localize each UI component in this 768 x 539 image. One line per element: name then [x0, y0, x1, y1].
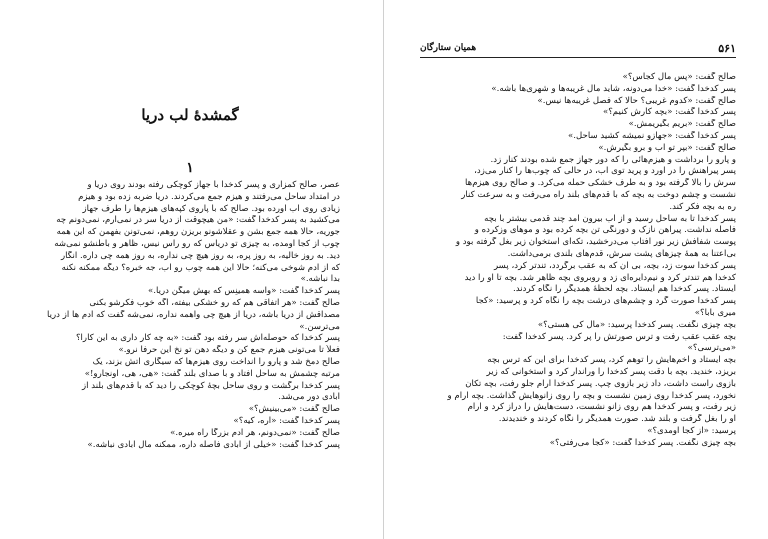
text-line: و پارو را برداشت و هیزم‌هائی را که دور جهاز جمع شده بودند کنار زد. [490, 154, 736, 165]
text-line: پسر پیراهنش را در آورد و پرید توی آب، در حالی که چوب‌ها را کنار می‌زد، [474, 166, 736, 177]
text-line: پسر کدخدا گفت: «خیلی از آبادی فاصله داره، ممکنه مال آبادی نباشه.» [87, 439, 340, 450]
text-line: کدخدا هم تندتر کرد و نیم‌دایره‌ای زد و روبروی بچه ظاهر شد. بچه تا او را دید [464, 272, 736, 283]
text-line: پسر کدخدا گفت: «واسه همینِس که بهش میگن دریا.» [148, 286, 340, 297]
text-line: پسر کدخدا که حوصله‌اش سر رفته بود گفت: «به چه کار داری به این کارا؟ [75, 333, 340, 344]
text-line: صالح گفت: «بپر تو آب و برو بگیرش.» [598, 142, 736, 153]
text-line: آبادی دور می‌شد. [278, 392, 340, 403]
text-line: که از آدم شوخی می‌کنه؛ حالا این همه چوب رو آب، جه خبره؟ دیگه ممکنه نکنه [61, 262, 340, 273]
text-line: بچه ایستاد و اخم‌هایش را توهم کرد، پسر کدخدا برای این که ترس بچه [487, 355, 736, 366]
chapter-title: گمشدهٔ لب دریا [141, 106, 239, 124]
text-line: پسر کدخدا صورت گرد و چشم‌های درشت بچه را نگاه کرد و پرسید: «کجا [475, 296, 736, 307]
text-line: صالح گفت: «پس مال کجاس؟» [622, 72, 736, 82]
text-line: دید. به روز خالیه، به روز پره، به روز هیچ چی نداره، به روز همه چی داره. انگار [61, 250, 340, 261]
left-page [0, 0, 383, 539]
text-line: جوریه، حالا همه جمع بشن و عقلاشونو بریزن روهم، نمی‌تونن بفهمن که این همه [56, 227, 340, 238]
text-line: چوب از کجا اومده، به چیزی تو دریاس که رو راس نیس، ظاهر و باطنشو نمی‌شه [54, 238, 340, 249]
text-line: بازوی راست داشت، داد زیر بازوی چپ. پسر کدخدا آرام جلو رفت، بچه تکان [465, 378, 736, 389]
text-line: پسر کدخدا گفت: «آره، کیه؟» [233, 415, 340, 426]
text-line: فاصله نداشت. پیراهن نازک و دورنگی تن بچه کرده بود و موهای وزکرده و [474, 225, 736, 236]
text-line: بچه چیزی نگفت. پسر کدخدا پرسید: «مال کی هستی؟» [537, 319, 736, 330]
text-line: پوست شفافش زیر نور آفتاب می‌درخشید، تکه‌ای استخوان زیر بغل گرفته بود و [455, 237, 736, 248]
page-number: ۵۶۱ [718, 42, 736, 55]
text-line: می‌ترسن.» [299, 321, 340, 332]
text-line: میری بابا؟» [694, 307, 736, 318]
right-page [384, 0, 768, 539]
chapter-number: ۱ [186, 160, 194, 176]
running-header [420, 42, 736, 58]
text-line: زیادی روی آب آورده بود. صالح که با پاروی کپه‌های هیزم‌ها را طرف جهاز [82, 203, 340, 214]
running-title: همیان ستارگان [420, 43, 477, 53]
text-line: صالح دمخ شد و پارو را انداخت روی هیزم‌ها که سیگاری آتش بزند، یک [92, 356, 340, 367]
text-line: مرتبه چشمش به ساحل افتاد و با صدای بلند گفت: «هی، هی، اونجارو!» [84, 368, 340, 379]
text-line: سرش را بالا گرفته بود و به طرف خشکی حمله می‌کرد. و صالح روی هیزم‌ها [465, 178, 736, 189]
text-line: ایستاد. پسر کدخدا هم ایستاد. بچه لحظهٔ همدیگر را نگاه کردند. [513, 284, 736, 295]
right-page-body [420, 72, 736, 450]
text-line: پسر کدخدا گفت: «جهازو نمیشه کشید ساحل.» [568, 130, 736, 141]
text-line: زیر رفت، و پسر کدخدا هم روی زانو نشست، دست‌هایش را دراز کرد و آرام [467, 402, 736, 413]
text-line: عصر، صالح کمزاری و پسر کدخدا با جهاز کوچکی رفته بودند روی دریا و [87, 180, 340, 190]
text-line: پسر کدخدا گفت: «بچه کارش کنیم؟» [602, 107, 736, 118]
text-line: نشست و چشم دوخت به بچه که با قدم‌های بلند راه می‌رفت و به سرعت کنار [461, 189, 736, 200]
text-line: بریزد، خندید. بچه با دقت پسر کدخدا را وراندار کرد و استخوانی که زیر [486, 366, 736, 377]
text-line: پسر کدخدا برگشت و روی ساحل بچهٔ کوچکی را دید که با قدم‌های بلند از [82, 380, 340, 391]
text-line: صالح گفت: «هر اتفاقی هم که رو خشکی بیفته، اگه خوب فکرشو بکنی [89, 297, 340, 308]
text-line: بی‌اعتنا به همهٔ چیزهای پشت سرش، قدم‌های بلندی برمی‌داشت. [507, 248, 736, 259]
text-line: فعلاً تا می‌تونی هیزم جمع کن و دیگه دهن تو نخ این حرفا نرو.» [118, 345, 340, 356]
text-line: بچه عقب عقب رفت و ترس صورتش را پر کرد. پسر کدخدا گفت: [502, 331, 736, 342]
text-line: صالح گفت: «بریم بگیریمش.» [628, 119, 736, 130]
text-line: او را بغل گرفت و بلند شد. صورت همدیگر را نگاه کردند و خندیدند. [498, 414, 736, 425]
text-line: پسر کدخدا گفت: «خدا می‌دونه، شاید مال غریبه‌ها و شهری‌ها باشه.» [491, 83, 736, 94]
text-line: «می‌ترسی؟» [687, 343, 736, 354]
text-line: در امتداد ساحل می‌رفتند و هیزم جمع می‌کردند. دریا ضربه زده بود و هیزم [78, 191, 340, 202]
text-line: ره به بچه فکر کند. [669, 201, 736, 212]
text-line: نخورد، پسر کدخدا روی زمین نشست و بچه را روی زانوهایش گذاشت. بچه آرام و [447, 390, 736, 401]
left-page-body [40, 180, 340, 451]
text-line: پسر کدخدا سوت زد، بچه، بی آن که به عقب برگردد، تندتر کرد، پسر [493, 260, 736, 271]
text-line: صالح گفت: «می‌بینیش؟» [248, 404, 340, 415]
text-line: بدا نباشه.» [300, 274, 340, 285]
text-line: پرسید: «از کجا اومدی؟» [647, 425, 736, 436]
text-line: صالح گفت: «کدوم غریبی؟ حالا که فصل غریبه‌ها نیس.» [537, 95, 736, 106]
text-line: پسر کدخدا تا به ساحل رسید و از آب بیرون آمد چند قدمی بیشتر با بچه [484, 213, 736, 224]
text-line: بچه چیزی نگفت. پسر کدخدا گفت: «کجا می‌رفتی؟» [549, 437, 736, 448]
text-line: می‌کشید به پسر کدخدا گفت: «من هیچوقت از دریا سر در نمی‌آرم، نمی‌دونم چه [56, 215, 340, 226]
text-line: مصداقش از دریا باشه، دریا از هیچ چی واهمه نداره، نمی‌شه گفت که آدم ها از دریا [47, 309, 340, 320]
text-line: صالح گفت: «نمی‌دونم، هر آدم بزرگا راه میره.» [170, 427, 340, 438]
